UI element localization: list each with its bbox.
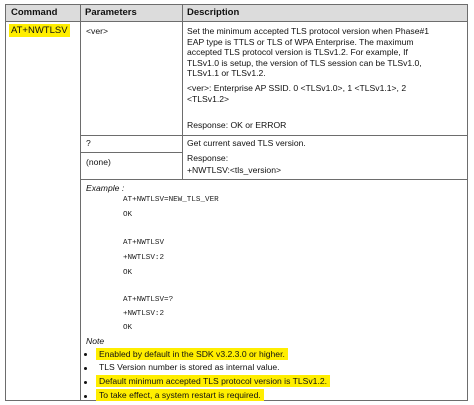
param-ver: <ver> — [86, 26, 108, 36]
description-line: accepted TLS protocol version is TLSv1.2. For example, If — [187, 47, 408, 57]
bullet-icon — [84, 353, 87, 356]
header-command: Command — [11, 7, 58, 18]
query-description: Get current saved TLS version. — [187, 138, 306, 148]
note-bullet: Default minimum accepted TLS protocol version is TLSv1.2. — [96, 375, 330, 387]
bullet-icon — [84, 381, 87, 384]
param-none: (none) — [86, 157, 111, 167]
ver-description-line: <ver>: Enterprise AP SSID. 0 <TLSv1.0>, 1 <TLSv1.1>, 2 — [187, 83, 407, 93]
description-line: EAP type is TTLS or TLS of WPA Enterprise. The maximum — [187, 36, 414, 47]
note-bullet: Enabled by default in the SDK v3.2.3.0 or higher. — [96, 348, 288, 360]
bullet-icon — [84, 367, 87, 370]
ver-description-line: <TLSv1.2> — [187, 93, 230, 104]
description-line: TLSv1.1 or TLSv1.2. — [187, 68, 266, 78]
code-line: OK — [123, 269, 133, 277]
code-line: OK — [123, 211, 133, 219]
example-label: Example : — [86, 183, 125, 193]
row-divider — [80, 135, 467, 136]
response-value: +NWTLSV:<tls_version> — [187, 165, 282, 175]
command-name: AT+NWTLSV — [11, 25, 68, 36]
row-divider — [80, 179, 467, 180]
description-line: Set the minimum accepted TLS protocol version when Phase#1 — [187, 26, 430, 36]
response-text: Response: OK or ERROR — [187, 120, 287, 130]
header-parameters: Parameters — [85, 7, 137, 18]
row-divider — [80, 152, 183, 153]
response-label: Response: — [187, 153, 229, 163]
code-line: +NWTLSV:2 — [123, 254, 165, 262]
bullet-icon — [84, 395, 87, 398]
description-line: TLSv1.0 is setup, the version of TLS session can be TLSv1.0, — [187, 57, 422, 68]
note-bullet: TLS Version number is stored as internal value. — [99, 362, 280, 372]
code-line: AT+NWTLSV — [123, 239, 165, 247]
note-label: Note — [86, 336, 105, 346]
code-line: OK — [123, 324, 133, 332]
header-description: Description — [187, 7, 240, 18]
note-bullet: To take effect, a system restart is required. — [96, 389, 264, 401]
row-divider — [6, 21, 467, 22]
param-query: ? — [86, 138, 91, 148]
code-line: AT+NWTLSV=NEW_TLS_VER — [123, 196, 219, 204]
code-line: +NWTLSV:2 — [123, 310, 165, 318]
code-line: AT+NWTLSV=? — [123, 296, 174, 304]
column-divider — [80, 5, 81, 400]
command-table — [5, 4, 468, 401]
